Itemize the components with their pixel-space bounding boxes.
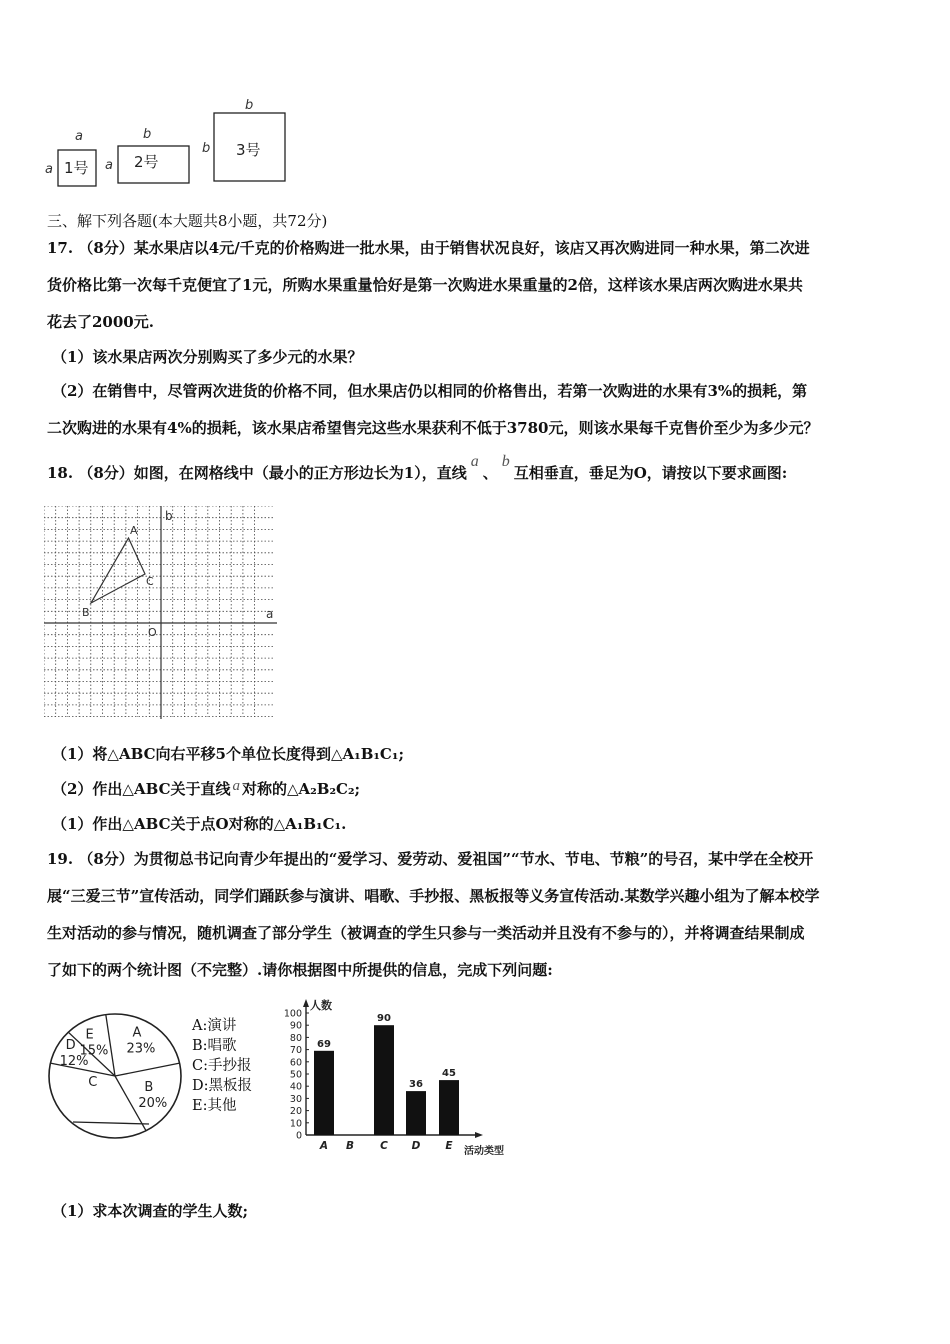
y-tick-label: 60 bbox=[289, 1057, 302, 1069]
line-b-label: b bbox=[165, 509, 173, 523]
pie-label-d: 12% bbox=[59, 1054, 89, 1070]
q18-part-2-var: a bbox=[232, 778, 241, 794]
q19-line-3: 生对活动的参与情况，随机调查了部分学生（被调查的学生只参与一类活动并且没有不参与的），并将调查结果制成 bbox=[47, 924, 805, 942]
bar-a bbox=[314, 1051, 334, 1135]
box-1-left-label: a bbox=[45, 162, 53, 177]
x-tick-label-e: E bbox=[445, 1140, 453, 1152]
q18-sep: 、 bbox=[482, 464, 498, 482]
q18-part-2-pre: （2）作出△ABC关于直线 bbox=[52, 780, 231, 798]
q19-line-4: 了如下的两个统计图（不完整）.请你根据图中所提供的信息，完成下列问题: bbox=[47, 961, 553, 979]
y-tick-label: 0 bbox=[295, 1130, 302, 1142]
section-title: 三、解下列各题(本大题共8小题，共72分) bbox=[47, 212, 328, 230]
x-tick-label-b: B bbox=[345, 1140, 355, 1152]
box-2-label: 2号 bbox=[134, 153, 159, 171]
y-axis-arrow bbox=[303, 999, 309, 1007]
boxes-figure bbox=[40, 95, 300, 195]
box-2-left-label: a bbox=[105, 158, 113, 173]
grid-figure bbox=[44, 506, 280, 722]
pie-label-a: 23% bbox=[126, 1041, 156, 1057]
legend-item-c: C:手抄报 bbox=[192, 1058, 252, 1074]
q17-line-2: 货价格比第一次每千克便宜了1元，所购水果重量恰好是第一次购进水果重量的2倍，这样该水果店两次购进水果共 bbox=[47, 276, 803, 294]
bar-data-label-c: 90 bbox=[377, 1013, 391, 1025]
q18-part-2 bbox=[52, 778, 360, 799]
pie-label-b: 20% bbox=[138, 1096, 168, 1112]
y-tick-label: 40 bbox=[289, 1081, 302, 1093]
q17-part-1: （1）该水果店两次分别购买了多少元的水果？ bbox=[52, 348, 363, 366]
q18-part-2-post: 对称的△A₂B₂C₂; bbox=[242, 780, 361, 798]
pie-base-line bbox=[73, 1122, 149, 1124]
y-tick-label: 90 bbox=[289, 1020, 302, 1032]
legend-item-d: D:黑板报 bbox=[192, 1078, 253, 1094]
point-c-label: C bbox=[146, 575, 154, 588]
grid-lines bbox=[44, 506, 275, 717]
legend-item-a: A:演讲 bbox=[192, 1018, 237, 1034]
legend-item-b: B:唱歌 bbox=[192, 1038, 237, 1054]
q18-part-1: （1）将△ABC向右平移5个单位长度得到△A₁B₁C₁; bbox=[52, 745, 404, 763]
pie-label-e: 15% bbox=[79, 1043, 109, 1059]
pie-category-c: C bbox=[88, 1074, 98, 1090]
line-a-label: a bbox=[266, 607, 274, 621]
box-2-top-label: b bbox=[143, 127, 152, 142]
q18-intro bbox=[47, 453, 788, 483]
y-tick-label: 30 bbox=[289, 1093, 302, 1105]
box-1-label: 1号 bbox=[64, 159, 89, 177]
x-tick-label-c: C bbox=[380, 1140, 388, 1152]
bar-data-label-d: 36 bbox=[409, 1079, 423, 1091]
box-3-label: 3号 bbox=[236, 141, 261, 159]
y-tick-label: 10 bbox=[289, 1118, 302, 1130]
y-tick-label: 50 bbox=[289, 1069, 302, 1081]
x-axis-label: 活动类型 bbox=[464, 1146, 504, 1157]
bar-c bbox=[374, 1025, 394, 1135]
q19-line-2: 展“三爱三节”宣传活动，同学们踊跃参与演讲、唱歌、手抄报、黑板报等义务宣传活动.某数学兴趣小组为了解本校学 bbox=[47, 887, 820, 905]
pie-legend bbox=[192, 1016, 252, 1116]
x-tick-label-a: A bbox=[319, 1140, 329, 1152]
box-1-top-label: a bbox=[75, 129, 83, 144]
legend-item-e: E:其他 bbox=[192, 1098, 237, 1114]
pie-category-e: E bbox=[85, 1027, 94, 1043]
q18-part-3: （1）作出△ABC关于点O对称的△A₁B₁C₁. bbox=[52, 815, 347, 833]
y-tick-label: 20 bbox=[289, 1106, 302, 1118]
bar-data-label-a: 69 bbox=[317, 1038, 331, 1050]
pie-chart bbox=[45, 1008, 195, 1148]
y-tick-label: 80 bbox=[289, 1032, 302, 1044]
box-3-left-label: b bbox=[202, 141, 211, 156]
q17-part-2a: （2）在销售中，尽管两次进货的价格不同，但水果店仍以相同的价格售出，若第一次购进的水果有3%的损耗，第 bbox=[52, 382, 808, 400]
y-tick-label: 70 bbox=[289, 1045, 302, 1057]
q18-intro-b: 互相垂直，垂足为O，请按以下要求画图: bbox=[513, 464, 788, 482]
x-axis-arrow bbox=[475, 1132, 483, 1138]
point-a-label: A bbox=[130, 524, 138, 537]
q19-line-1: 19. （8分）为贯彻总书记向青少年提出的“爱学习、爱劳动、爱祖国”“节水、节电、节粮”的号召，某中学在全校开 bbox=[47, 850, 814, 868]
q17-line-1: 17. （8分）某水果店以4元/千克的价格购进一批水果，由于销售状况良好，该店又再次购进同一种水果，第二次进 bbox=[47, 239, 810, 257]
q17-part-2b: 二次购进的水果有4%的损耗，该水果店希望售完这些水果获利不低于3780元，则该水果每千克售价至少为多少元？ bbox=[47, 419, 819, 437]
point-b-label: B bbox=[82, 606, 90, 619]
x-tick-label-d: D bbox=[411, 1140, 421, 1152]
box-3-top-label: b bbox=[245, 98, 254, 113]
q19-part-1: （1）求本次调查的学生人数; bbox=[52, 1202, 248, 1220]
y-tick-label: 100 bbox=[283, 1008, 302, 1020]
pie-category-d: D bbox=[65, 1038, 76, 1054]
y-axis-label: 人数 bbox=[310, 999, 332, 1012]
q18-intro-a: 18. （8分）如图，在网格线中（最小的正方形边长为1），直线 bbox=[47, 464, 467, 482]
pie-category-a: A bbox=[132, 1025, 142, 1041]
point-o-label: O bbox=[148, 626, 157, 639]
bar-data-label-e: 45 bbox=[442, 1068, 456, 1080]
bar-chart bbox=[270, 990, 530, 1165]
triangle-abc bbox=[91, 538, 145, 603]
pie-slice-edge-1 bbox=[115, 1063, 180, 1076]
pie-category-b: B bbox=[144, 1080, 154, 1096]
bar-d bbox=[406, 1091, 426, 1135]
q17-line-3: 花去了2000元. bbox=[47, 313, 154, 331]
q18-var-a: a bbox=[470, 453, 479, 470]
bar-e bbox=[439, 1080, 459, 1135]
q18-var-b: b bbox=[501, 453, 510, 470]
